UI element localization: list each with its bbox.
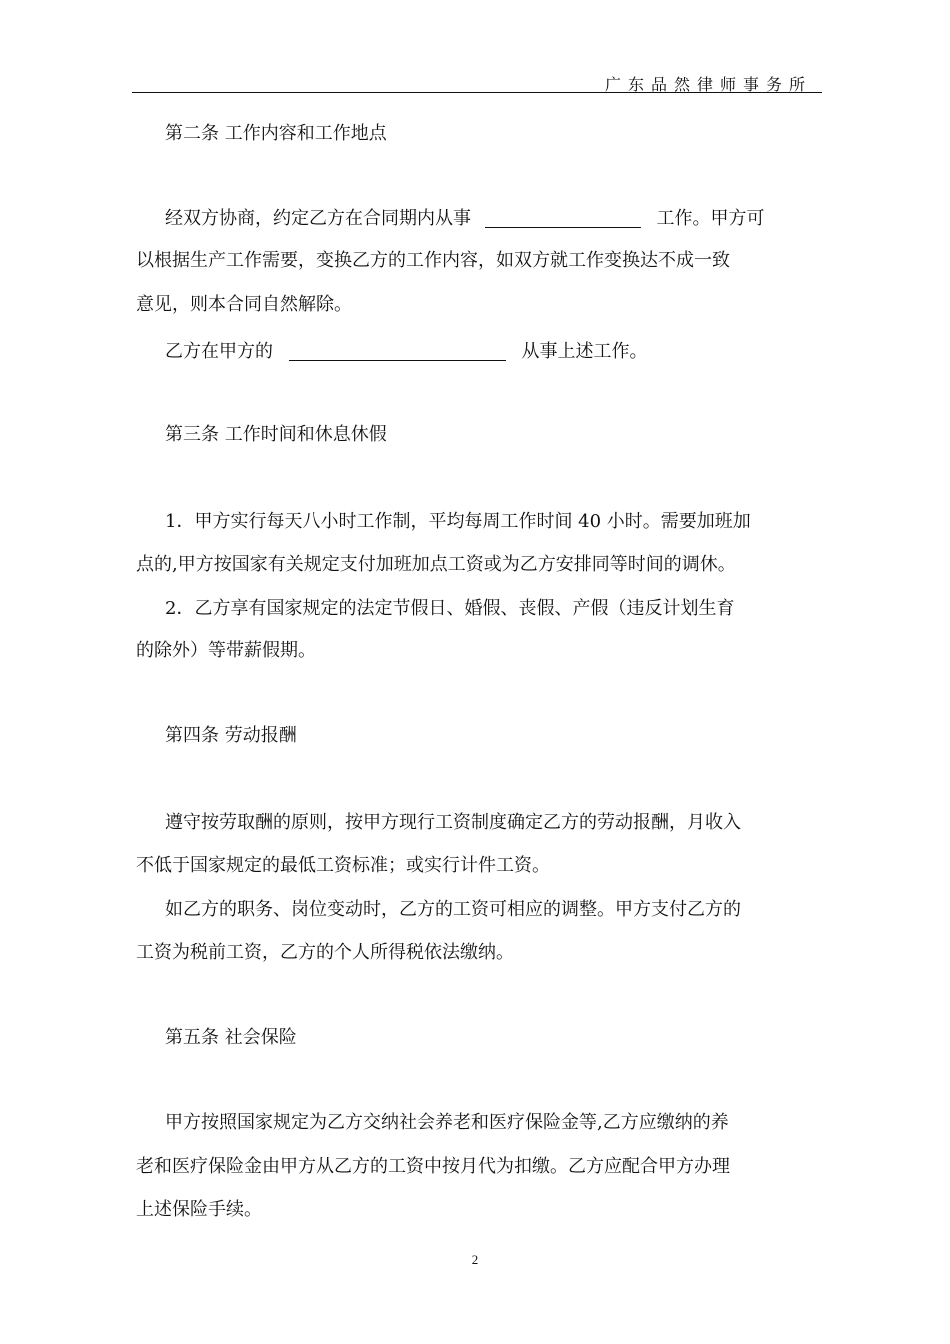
article-3-heading: 第三条 工作时间和休息休假 bbox=[165, 424, 387, 445]
article-2-p2-text-before-blank: 乙方在甲方的 bbox=[165, 341, 273, 362]
article-2-p2-text-after-blank: 从事上述工作。 bbox=[521, 341, 648, 362]
work-location-blank bbox=[289, 340, 506, 361]
article-3-item-2-line-2: 的除外）等带薪假期。 bbox=[136, 640, 316, 661]
header-divider bbox=[132, 92, 822, 93]
job-description-blank bbox=[485, 207, 641, 228]
article-4-paragraph-1-line-2: 不低于国家规定的最低工资标准；或实行计件工资。 bbox=[136, 855, 550, 876]
article-2-p1-text-before-blank: 经双方协商，约定乙方在合同期内从事 bbox=[165, 208, 471, 229]
article-5-paragraph-1-line-2: 老和医疗保险金由甲方从乙方的工资中按月代为扣缴。乙方应配合甲方办理 bbox=[136, 1156, 730, 1177]
page-number: 2 bbox=[471, 1252, 479, 1267]
article-4-paragraph-2-line-2: 工资为税前工资，乙方的个人所得税依法缴纳。 bbox=[136, 942, 514, 963]
article-5-paragraph-1-line-3: 上述保险手续。 bbox=[136, 1199, 262, 1220]
article-2-paragraph-1-line-1 bbox=[165, 207, 764, 230]
article-2-p1-text-after-blank: 工作。甲方可 bbox=[656, 208, 765, 229]
article-4-paragraph-1-line-1: 遵守按劳取酬的原则，按甲方现行工资制度确定乙方的劳动报酬，月收入 bbox=[165, 812, 741, 833]
article-3-item-1-line-1: 1．甲方实行每天八小时工作制，平均每周工作时间 40 小时。需要加班加 bbox=[165, 511, 751, 532]
article-2-paragraph-2 bbox=[165, 340, 647, 363]
article-4-heading: 第四条 劳动报酬 bbox=[165, 725, 297, 746]
article-2-paragraph-1-line-3: 意见，则本合同自然解除。 bbox=[136, 294, 352, 315]
article-5-paragraph-1-line-1: 甲方按照国家规定为乙方交纳社会养老和医疗保险金等,乙方应缴纳的养 bbox=[165, 1112, 729, 1133]
article-2-heading: 第二条 工作内容和工作地点 bbox=[165, 123, 387, 144]
article-5-heading: 第五条 社会保险 bbox=[165, 1027, 297, 1048]
article-3-item-1-line-2: 点的,甲方按国家有关规定支付加班加点工资或为乙方安排同等时间的调休。 bbox=[136, 554, 736, 575]
law-firm-name: 广东品然律师事务所 bbox=[604, 75, 812, 94]
article-4-paragraph-2-line-1: 如乙方的职务、岗位变动时，乙方的工资可相应的调整。甲方支付乙方的 bbox=[165, 899, 741, 920]
article-3-item-2-line-1: 2．乙方享有国家规定的法定节假日、婚假、丧假、产假（违反计划生育 bbox=[165, 598, 735, 619]
article-2-paragraph-1-line-2: 以根据生产工作需要，变换乙方的工作内容，如双方就工作变换达不成一致 bbox=[136, 250, 730, 271]
